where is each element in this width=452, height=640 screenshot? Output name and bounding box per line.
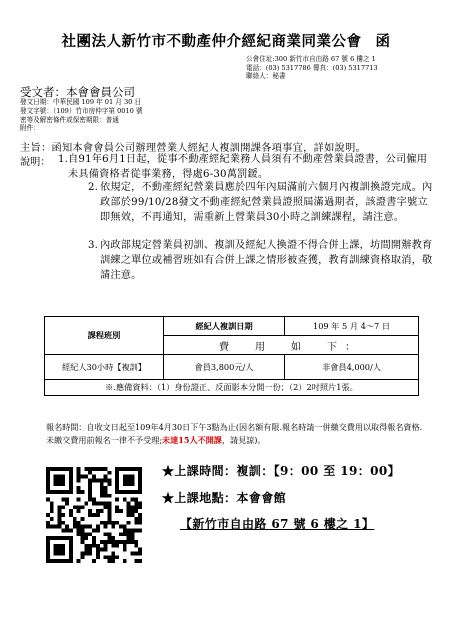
registration-deadline (46, 421, 426, 447)
document-meta (20, 98, 143, 133)
issue-date: 發文日期：中華民國 109 年 01 月 30 日 (20, 98, 142, 106)
explanation-item: 自91年6月1日起，從事不動產經紀業務人員須有不動產營業員證書，公司僱用未具備資格者從事業務，得處6-30萬罰鍰。 (68, 154, 428, 180)
attachments: 附件： (20, 124, 40, 133)
subject-line: 主旨：函知本會會員公司辦理營業人經紀人複訓開課各項事宜，詳如說明。 (20, 143, 367, 154)
deadline-text: 報名時間：自收文日起至109年4月30日下午3點為止(因名額有限.報名時請一併繳交費用以取得報名資格.未繳交費用前報名一律不予受理; (46, 422, 423, 445)
document-type: 函 (375, 33, 391, 50)
confidentiality: 密等及解密條件或保密期限：普通 (20, 115, 119, 124)
contact-block (246, 55, 378, 81)
contact-address: 公會住址:300 新竹市自由路 67 號 6 樓之 1 (246, 55, 376, 63)
qr-code-image (46, 467, 142, 563)
class-label: 課程班別 (45, 317, 164, 355)
class-address: 【新竹市自由路 67 號 6 樓之 1】 (180, 517, 375, 531)
class-location: ★上課地點：本會會館 (162, 491, 287, 505)
association-name: 社團法人新竹市不動產仲介經紀商業同業公會 (61, 33, 362, 50)
document-title (0, 30, 452, 51)
fee-table (44, 316, 419, 396)
date-value: 109 年 5 月 4～7 日 (285, 317, 419, 336)
class-time: ★上課時間：複訓：【9：00 至 19：00】 (162, 464, 401, 478)
item-number: 3. (88, 240, 99, 251)
explanation-item: 依規定，不動產經紀營業員應於四年內屆滿前六個月內複訓換證完成。內政部於99/10/28發文不動產經紀營業員證照屆滿過期者，該證書字號立即無效，不再通知，需重新上營業員30小時之訓練課程，請注意。 (100, 182, 433, 223)
explanation-item: 內政部規定營業員初訓、複訓及經紀人換證不得合併上課，坊間開辦教育訓練之單位或補習班如有合併上課之情形被查獲，教育訓練資格取消，敬請注意。 (100, 240, 433, 281)
member-fee: 會員3,800元/人 (164, 355, 285, 380)
required-documents-note: ※.應備資料：（1）身份證正、反面影本分開一份；（2）2吋照片1張。 (45, 380, 419, 396)
contact-phone: 電話：(03) 5317786 傳真：(03) 5317713 (246, 63, 378, 72)
explanation-label: 說明： (20, 157, 51, 168)
document-number: 發文字號：（109）竹市房仲字第 0010 號 (20, 106, 143, 115)
deadline-closing: ，請見諒)。 (221, 435, 266, 445)
contact-person: 聯絡人：秘書 (246, 72, 286, 81)
minimum-enrollment-warning: 未達15人不開課 (162, 435, 222, 445)
course-name: 經紀人30小時【複訓】 (45, 355, 164, 380)
nonmember-fee: 非會員4,000/人 (285, 355, 419, 380)
item-number: 2. (88, 182, 99, 193)
fee-title: 費 用 如 下： (164, 336, 419, 355)
item-number: 1. (58, 154, 69, 165)
date-label: 經紀人複訓日期 (164, 317, 285, 336)
recipient: 受文者：本會會員公司 (20, 85, 135, 99)
